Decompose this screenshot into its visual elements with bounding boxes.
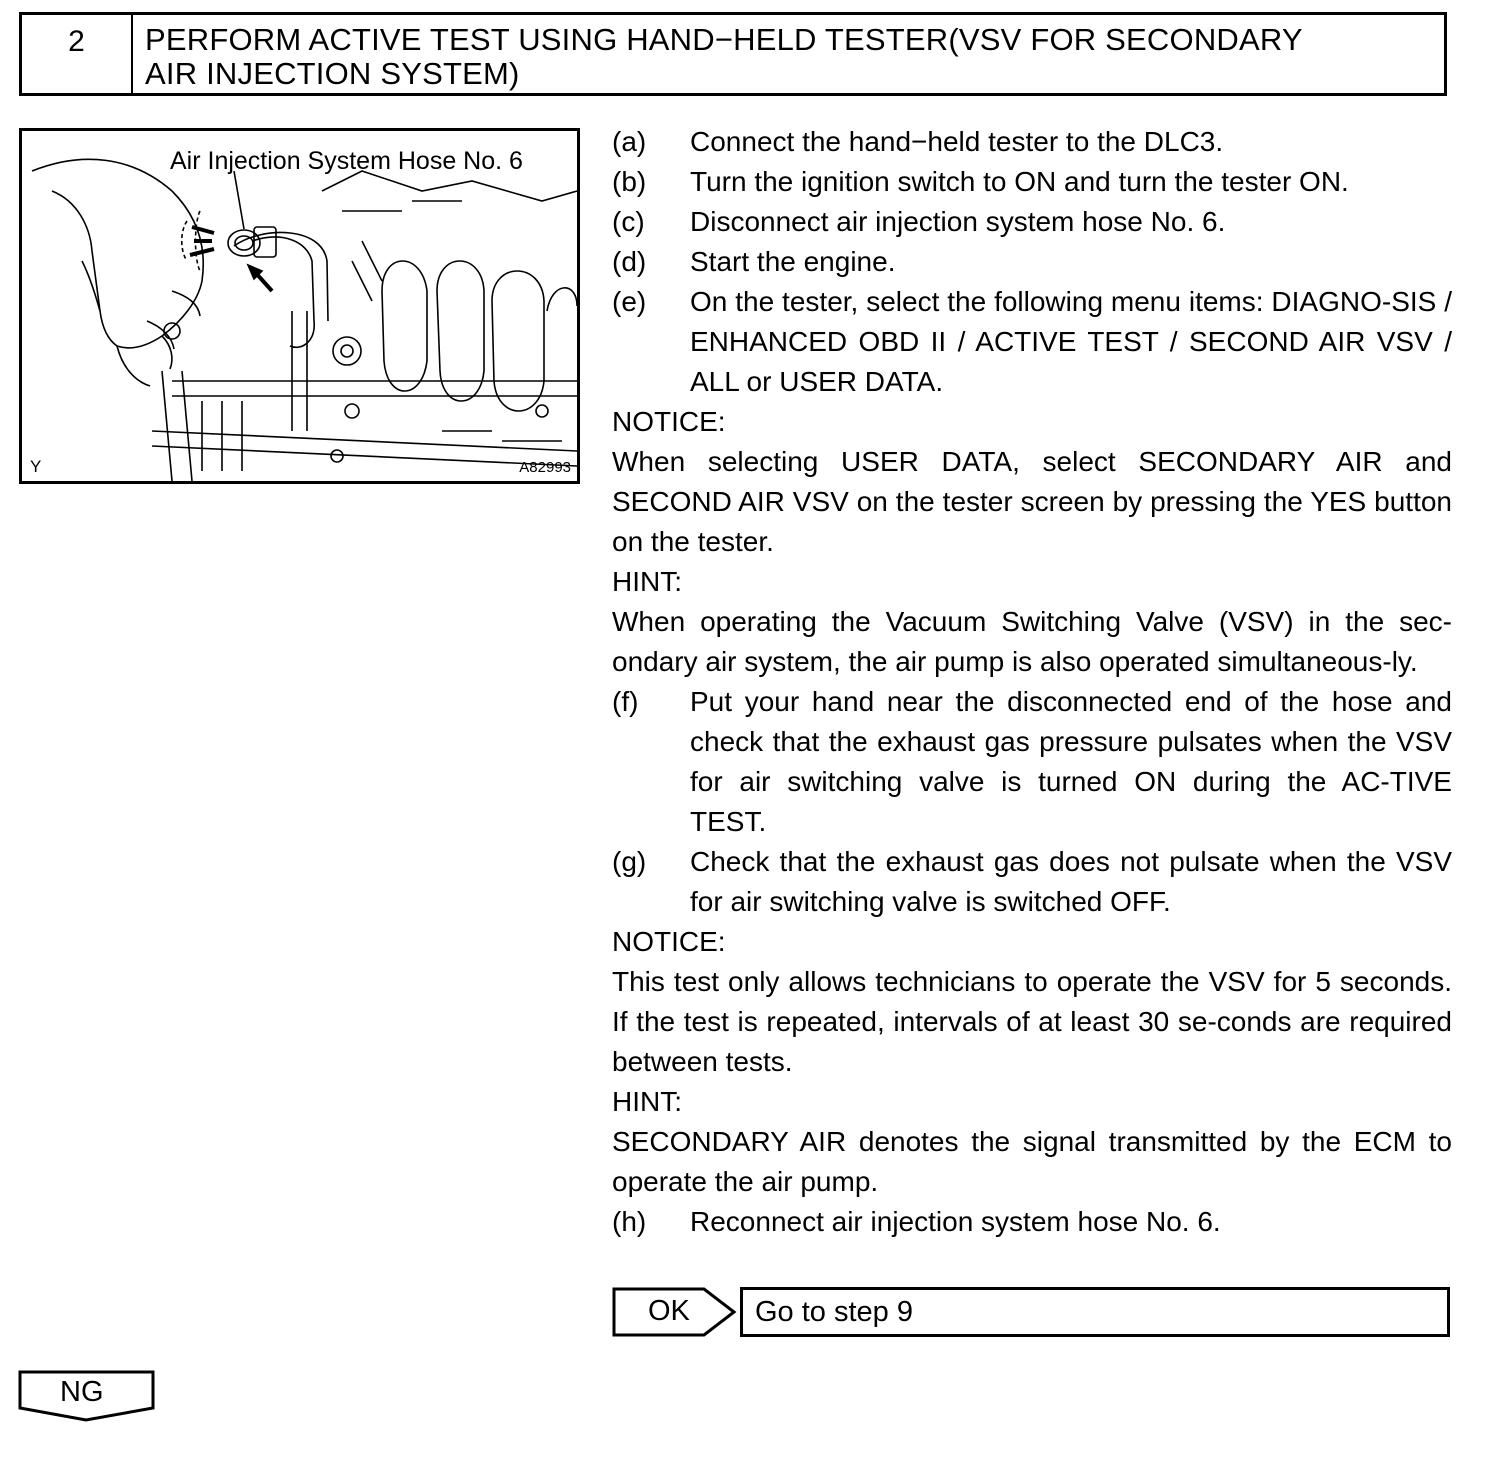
step-text: Start the engine. — [690, 246, 896, 277]
step-text: Reconnect air injection system hose No. 6. — [690, 1206, 1221, 1237]
step-text: On the tester, select the following menu items: DIAGNO-SIS / ENHANCED OBD II / ACTIVE TEST / SECOND AIR VSV / ALL or USER DATA. — [690, 286, 1452, 397]
procedure-text — [612, 122, 1452, 1242]
step-marker: (b) — [612, 166, 647, 197]
step-item-a — [612, 122, 1452, 162]
step-title-line-2: AIR INJECTION SYSTEM) — [145, 56, 520, 91]
step-text: Check that the exhaust gas does not pulsate when the VSV for air switching valve is switched OFF. — [690, 846, 1452, 917]
step-item-g — [612, 842, 1452, 922]
step-text: Turn the ignition switch to ON and turn the tester ON. — [690, 166, 1349, 197]
step-marker: (d) — [612, 246, 647, 277]
step-marker: (e) — [612, 286, 647, 317]
step-text: Disconnect air injection system hose No. 6. — [690, 206, 1226, 237]
step-item-c — [612, 202, 1452, 242]
step-item-d — [612, 242, 1452, 282]
step-marker: (f) — [612, 686, 639, 717]
engine-illustration — [19, 128, 580, 484]
ng-result — [18, 1370, 158, 1422]
notice-label: NOTICE: — [612, 926, 726, 957]
ng-label: NG — [60, 1376, 104, 1408]
hint-text: When operating the Vacuum Switching Valve (VSV) in the sec-ondary air system, the air pump is also operated simultaneous-ly. — [612, 606, 1452, 677]
figure-code: A82993 — [519, 459, 571, 476]
hint-label: HINT: — [612, 566, 682, 597]
notice-text: When selecting USER DATA, select SECONDARY AIR and SECOND AIR VSV on the tester screen by pressing the YES button on the tester. — [612, 446, 1452, 557]
step-marker: (h) — [612, 1206, 647, 1237]
step-item-f — [612, 682, 1452, 842]
notice-text: This test only allows technicians to operate the VSV for 5 seconds. If the test is repeated, intervals of at least 30 se-conds are required between tests. — [612, 966, 1452, 1077]
step-header — [19, 12, 1447, 96]
figure-callout-label: Air Injection System Hose No. 6 — [170, 147, 523, 175]
ok-result-row — [612, 1287, 1452, 1337]
step-title-line-1: PERFORM ACTIVE TEST USING HAND−HELD TESTER(VSV FOR SECONDARY — [145, 22, 1303, 57]
step-number: 2 — [22, 15, 133, 93]
step-title — [133, 15, 1444, 93]
step-text: Connect the hand−held tester to the DLC3. — [690, 126, 1224, 157]
figure-corner-mark: Y — [30, 457, 42, 476]
ok-action-box: Go to step 9 — [740, 1287, 1450, 1337]
step-text: Put your hand near the disconnected end of the hose and check that the exhaust gas pressure pulsates when the VSV for air switching valve is turned ON during the AC-TIVE TEST. — [690, 686, 1452, 837]
notice-label: NOTICE: — [612, 406, 726, 437]
engine-drawing — [22, 131, 577, 481]
step-item-b — [612, 162, 1452, 202]
step-marker: (c) — [612, 206, 645, 237]
step-marker: (g) — [612, 846, 647, 877]
hint-label: HINT: — [612, 1086, 682, 1117]
step-marker: (a) — [612, 126, 647, 157]
ok-label: OK — [648, 1295, 690, 1327]
hint-text: SECONDARY AIR denotes the signal transmitted by the ECM to operate the air pump. — [612, 1126, 1452, 1197]
step-item-e — [612, 282, 1452, 402]
step-item-h — [612, 1202, 1452, 1242]
